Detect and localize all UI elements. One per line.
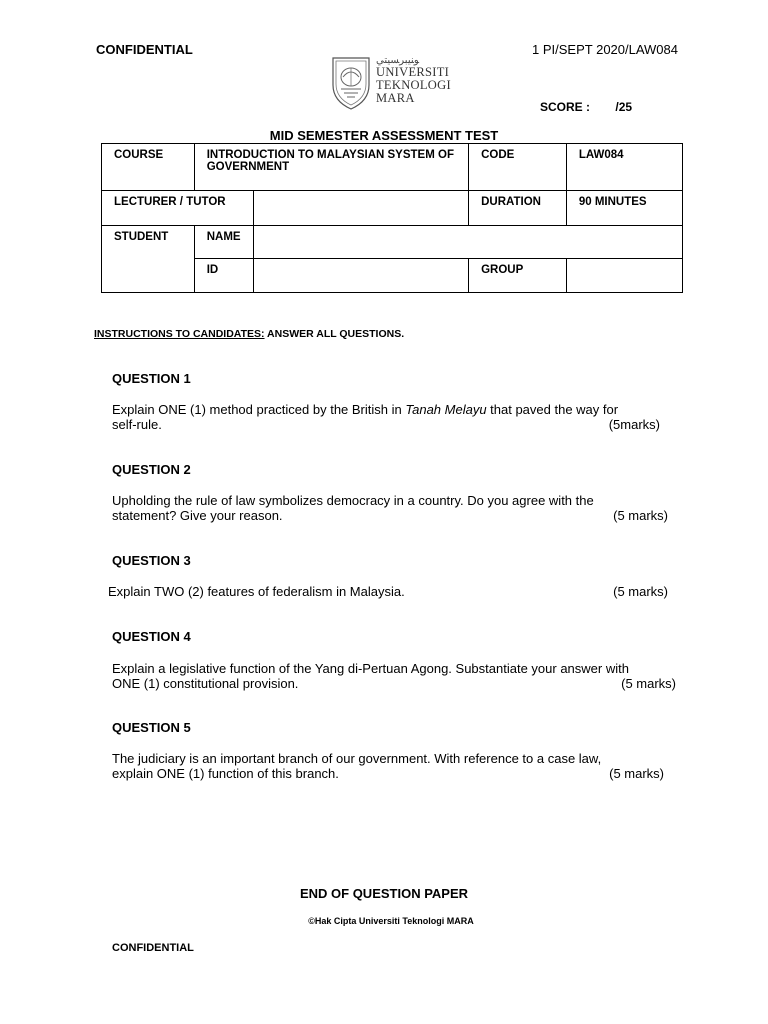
question-3-heading: QUESTION 3	[112, 553, 191, 568]
score-value: /25	[615, 100, 633, 114]
logo-line-3: MARA	[376, 91, 415, 105]
question-5-heading: QUESTION 5	[112, 720, 191, 735]
duration-label: DURATION	[469, 191, 567, 226]
duration-value: 90 MINUTES	[566, 191, 682, 226]
name-label: NAME	[194, 226, 253, 259]
lecturer-field[interactable]	[253, 191, 469, 226]
question-3-marks: (5 marks)	[613, 584, 668, 599]
question-1-line-2: self-rule.	[112, 417, 162, 432]
question-5-line-2: explain ONE (1) function of this branch.	[112, 766, 339, 781]
question-4-line-2: ONE (1) constitutional provision.	[112, 676, 299, 691]
header-paper-code: 1 PI/SEPT 2020/LAW084	[532, 42, 678, 57]
question-1-text-before: Explain ONE (1) method practiced by the British in	[112, 402, 406, 417]
question-4-heading: QUESTION 4	[112, 629, 191, 644]
lecturer-label: LECTURER / TUTOR	[102, 191, 254, 226]
instructions-text: ANSWER ALL QUESTIONS.	[264, 328, 405, 340]
instructions	[94, 328, 404, 340]
question-1-text-after: that paved the way for	[486, 402, 619, 417]
page-title: MID SEMESTER ASSESSMENT TEST	[269, 128, 499, 143]
question-1-text	[112, 402, 668, 432]
score-field	[540, 100, 632, 114]
question-4-text	[112, 661, 682, 691]
logo-line-2: TEKNOLOGI	[376, 78, 451, 92]
question-2-heading: QUESTION 2	[112, 462, 191, 477]
question-1-heading: QUESTION 1	[112, 371, 191, 386]
question-2-marks: (5 marks)	[613, 508, 668, 523]
question-3-text	[108, 584, 668, 599]
question-3-line-1: Explain TWO (2) features of federalism in Malaysia.	[108, 584, 405, 599]
header-confidential: CONFIDENTIAL	[96, 42, 193, 57]
university-logo	[330, 55, 456, 111]
question-2-line-1: Upholding the rule of law symbolizes democracy in a country. Do you agree with the	[112, 493, 594, 508]
question-5-text	[112, 751, 664, 781]
group-field[interactable]	[566, 259, 682, 293]
end-of-paper: END OF QUESTION PAPER	[299, 886, 469, 901]
group-label: GROUP	[469, 259, 567, 293]
question-2-text	[112, 493, 668, 523]
question-4-line-1: Explain a legislative function of the Yang di-Pertuan Agong. Substantiate your answer with	[112, 661, 629, 676]
crest-icon	[330, 55, 372, 111]
code-value: LAW084	[566, 144, 682, 191]
student-label: STUDENT	[102, 226, 195, 293]
course-value: INTRODUCTION TO MALAYSIAN SYSTEM OF GOVERNMENT	[194, 144, 468, 191]
question-1-text-italic: Tanah Melayu	[405, 402, 487, 417]
question-5-marks: (5 marks)	[609, 766, 664, 781]
id-label: ID	[194, 259, 253, 293]
logo-line-1: UNIVERSITI	[376, 65, 450, 79]
copyright-notice: ©Hak Cipta Universiti Teknologi MARA	[308, 916, 474, 926]
question-5-line-1: The judiciary is an important branch of our government. With reference to a case law,	[112, 751, 602, 766]
footer-confidential: CONFIDENTIAL	[112, 942, 194, 954]
score-label: SCORE :	[540, 100, 591, 114]
code-label: CODE	[469, 144, 567, 191]
question-1-marks: (5marks)	[608, 417, 660, 432]
logo-jawi: ﻮﻨﻴﺒﺮﺴﻴﺘﻲ	[376, 55, 420, 66]
id-field[interactable]	[253, 259, 469, 293]
question-2-line-2: statement? Give your reason.	[112, 508, 283, 523]
course-info-table	[101, 143, 683, 293]
question-4-marks: (5 marks)	[621, 676, 676, 691]
instructions-label: INSTRUCTIONS TO CANDIDATES:	[94, 328, 265, 340]
course-label: COURSE	[102, 144, 195, 191]
name-field[interactable]	[253, 226, 682, 259]
